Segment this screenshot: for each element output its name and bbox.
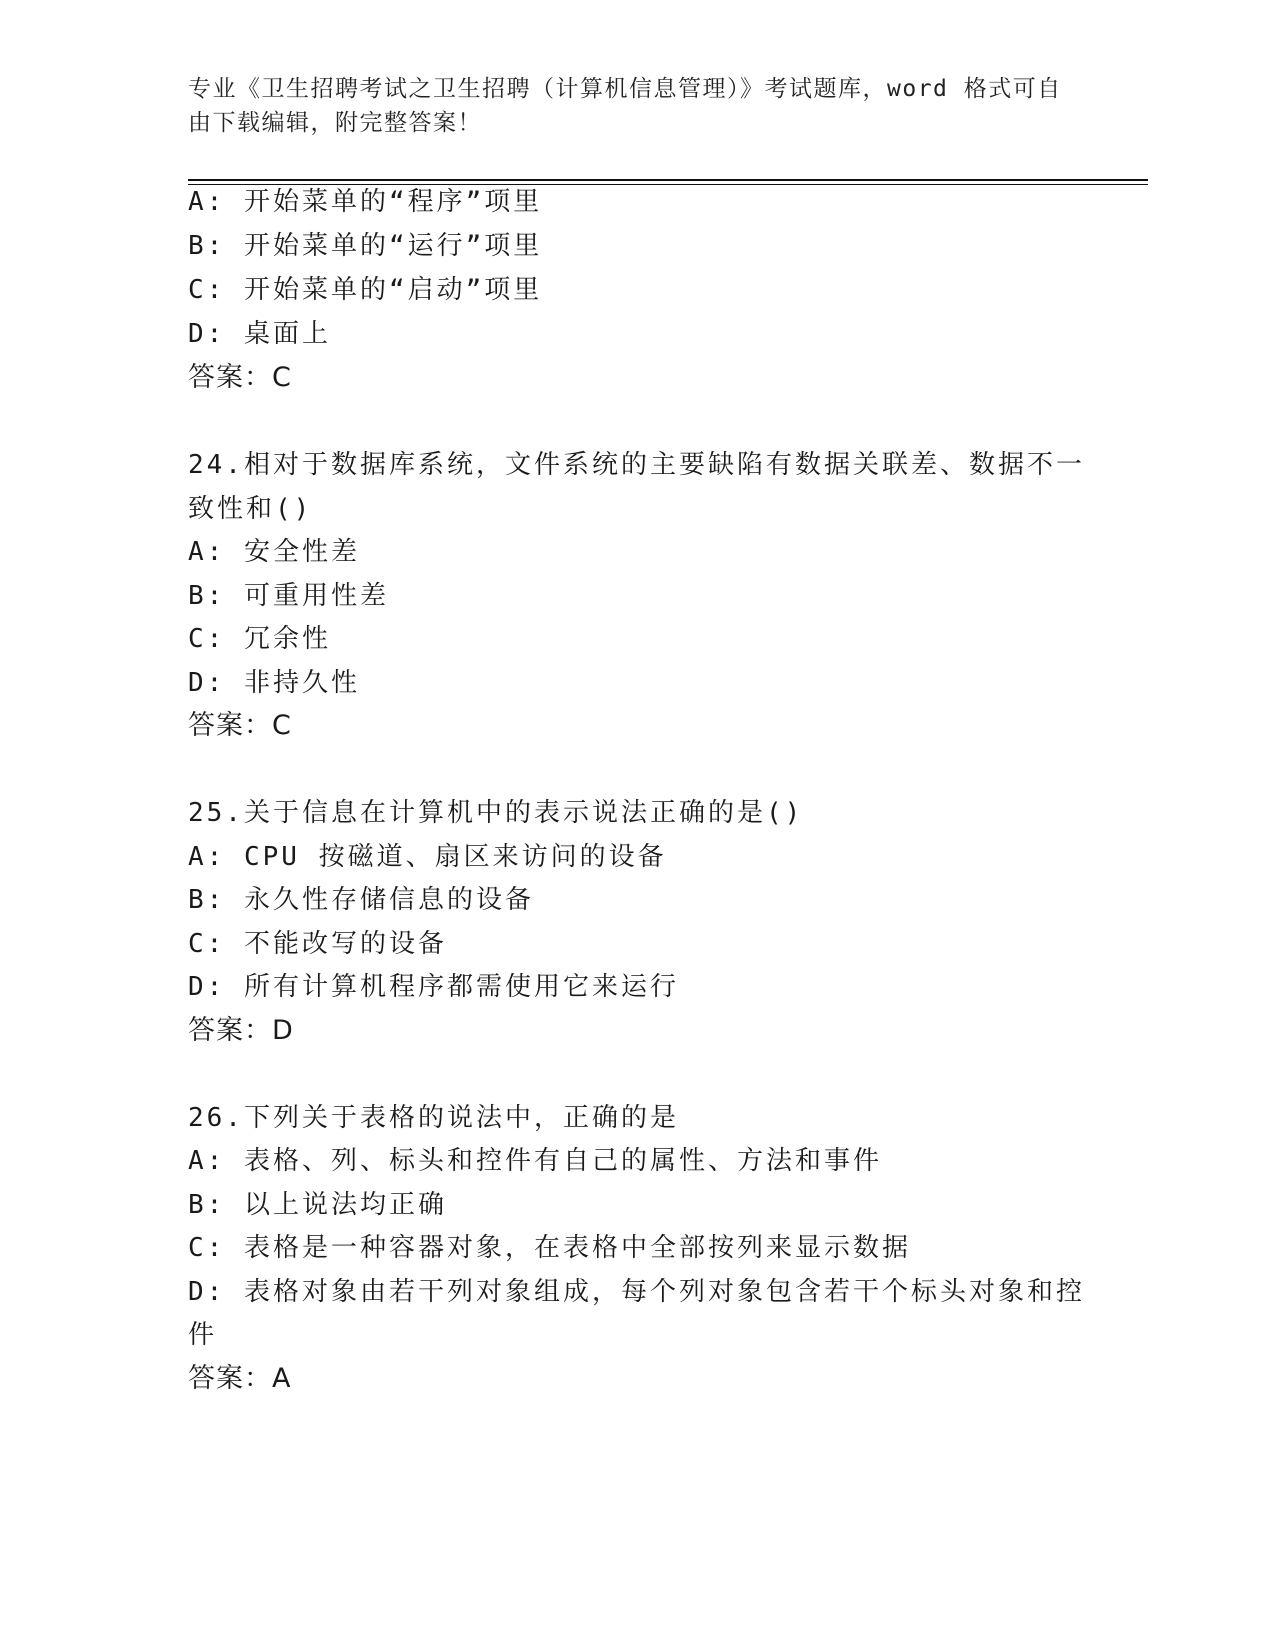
document-header bbox=[188, 72, 1068, 140]
q25-option-a: A: CPU 按磁道、扇区来访问的设备 bbox=[188, 842, 667, 872]
q26-answer: 答案：A bbox=[188, 1363, 292, 1394]
q24-option-a: A: 安全性差 bbox=[188, 537, 360, 567]
q23-answer: 答案：C bbox=[188, 362, 292, 393]
q26-option-d-continued: 件 bbox=[188, 1320, 218, 1350]
q23-option-b: B: 开始菜单的“运行”项里 bbox=[188, 231, 543, 261]
header-line-2: 由下载编辑，附完整答案！ bbox=[188, 110, 482, 136]
q24-option-b: B: 可重用性差 bbox=[188, 581, 389, 611]
q24-option-c: C: 冗余性 bbox=[188, 624, 331, 654]
document-page bbox=[188, 0, 1148, 1650]
q23-option-c: C: 开始菜单的“启动”项里 bbox=[188, 275, 543, 305]
q24-answer: 答案：C bbox=[188, 710, 292, 741]
q26-option-b: B: 以上说法均正确 bbox=[188, 1190, 447, 1220]
q25-stem: 25.关于信息在计算机中的表示说法正确的是() bbox=[188, 798, 804, 828]
q23-option-d: D: 桌面上 bbox=[188, 319, 331, 349]
q25-option-c: C: 不能改写的设备 bbox=[188, 929, 447, 959]
q24-stem-line-1: 24.相对于数据库系统，文件系统的主要缺陷有数据关联差、数据不一 bbox=[188, 450, 1085, 480]
q25-option-d: D: 所有计算机程序都需使用它来运行 bbox=[188, 972, 679, 1002]
q25-answer: 答案：D bbox=[188, 1015, 294, 1046]
q23-option-a: A: 开始菜单的“程序”项里 bbox=[188, 187, 543, 217]
q26-option-c: C: 表格是一种容器对象，在表格中全部按列来显示数据 bbox=[188, 1233, 911, 1263]
q26-stem: 26.下列关于表格的说法中，正确的是 bbox=[188, 1103, 679, 1133]
q25-option-b: B: 永久性存储信息的设备 bbox=[188, 885, 534, 915]
q24-stem-line-2: 致性和() bbox=[188, 494, 313, 524]
q26-option-a: A: 表格、列、标头和控件有自己的属性、方法和事件 bbox=[188, 1146, 882, 1176]
q26-option-d: D: 表格对象由若干列对象组成，每个列对象包含若干个标头对象和控 bbox=[188, 1277, 1085, 1307]
header-line-1: 专业《卫生招聘考试之卫生招聘（计算机信息管理）》考试题库，word 格式可自 bbox=[188, 76, 1062, 102]
q24-option-d: D: 非持久性 bbox=[188, 668, 360, 698]
